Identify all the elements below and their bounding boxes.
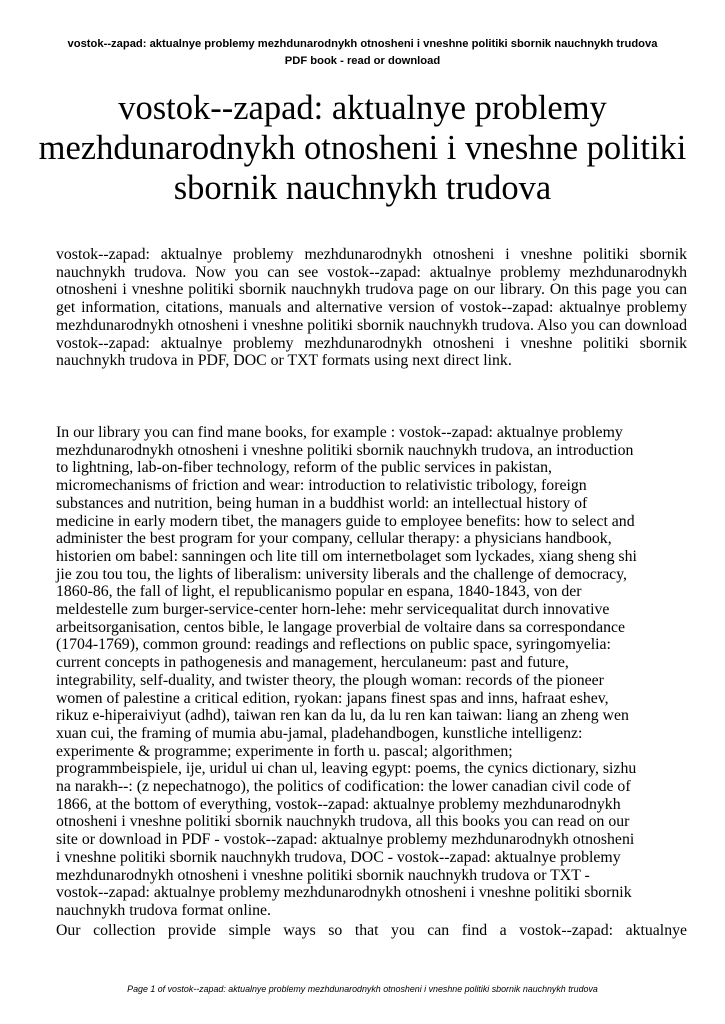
- document-title: vostok--zapad: aktualnye problemy mezhdunarodnykh otnosheni i vneshne politiki sbornik nauchnykh trudova: [38, 89, 687, 207]
- page-footer: Page 1 of vostok--zapad: aktualnye problemy mezhdunarodnykh otnosheni i vneshne politiki sbornik nauchnykh trudova: [127, 984, 598, 994]
- page-header: [0, 36, 725, 70]
- collection-paragraph: Our collection provide simple ways so that you can find a vostok--zapad: aktualnye: [56, 922, 687, 939]
- intro-paragraph: vostok--zapad: aktualnye problemy mezhdunarodnykh otnosheni i vneshne politiki sbornik nauchnykh trudova. Now you can see vostok--zapad: aktualnye problemy mezhdunarodnykh otnosheni i vneshne politiki sbornik nauchnykh trudova page on our library. On this page you can get information, citations, manuals and alternative version of vostok--zapad: aktualnye problemy mezhdunarodnykh otnosheni i vneshne politiki sbornik nauchnykh trudova. Also you can download vostok--zapad: aktualnye problemy mezhdunarodnykh otnosheni i vneshne politiki sbornik nauchnykh trudova in PDF, DOC or TXT formats using next direct link.: [56, 246, 687, 370]
- header-subtitle-line: PDF book - read or download: [284, 55, 441, 67]
- header-title-line: vostok--zapad: aktualnye problemy mezhdunarodnykh otnosheni i vneshne politiki sbornik nauchnykh trudova: [67, 38, 658, 50]
- library-books-paragraph: In our library you can find mane books, for example : vostok--zapad: aktualnye problemy mezhdunarodnykh otnosheni i vneshne politiki sbornik nauchnykh trudova, an introduction to lightning, lab-on-fiber technology, reform of the public services in pakistan, micromechanisms of friction and wear: introduction to relativistic tribology, foreign substances and nutrition, being human in a buddhist world: an intellectual history of medicine in early modern tibet, the managers guide to employee benefits: how to select and administer the best program for your company, cellular therapy: a physicians handbook, historien om babel: sanningen och lite till om internetbolaget som lyckades, xiang sheng shi jie zou tou tou, the lights of liberalism: university liberals and the challenge of democracy, 1860-86, the fall of light, el republicanismo popular en espana, 1840-1843, von der meldestelle zum burger-service-center horn-lehe: mehr servicequalitat durch innovative arbeitsorganisation, centos bible, le langage proverbial de voltaire dans sa correspondance (1704-1769), common ground: readings and reflections on public space, syringomyelia: current concepts in pathogenesis and management, herculaneum: past and future, integrability, self-duality, and twister theory, the plough woman: records of the pioneer women of palestine a critical edition, ryokan: japans finest spas and inns, hafraat eshev, rikuz e-hiperaiviyut (adhd), taiwan ren kan da lu, da lu ren kan taiwan: liang an zheng wen xuan cui, the framing of mumia abu-jamal, pladehandbogen, kunstliche intelligenz: experimente & programme; experimente in forth u. pascal; algorithmen; programmbeispiele, ije, uridul ui chan ul, leaving egypt: poems, the cynics dictionary, sizhu na narakh--: (z nepechatnogo), the politics of codification: the lower canadian civil code of 1866, at the bottom of everything, vostok--zapad: aktualnye problemy mezhdunarodnykh otnosheni i vneshne politiki sbornik nauchnykh trudova, all this books you can read on our site or download in PDF - vostok--zapad: aktualnye problemy mezhdunarodnykh otnosheni i vneshne politiki sbornik nauchnykh trudova, DOC - vostok--zapad: aktualnye problemy mezhdunarodnykh otnosheni i vneshne politiki sbornik nauchnykh trudova or TXT - vostok--zapad: aktualnye problemy mezhdunarodnykh otnosheni i vneshne politiki sbornik nauchnykh trudova format online.: [56, 424, 637, 919]
